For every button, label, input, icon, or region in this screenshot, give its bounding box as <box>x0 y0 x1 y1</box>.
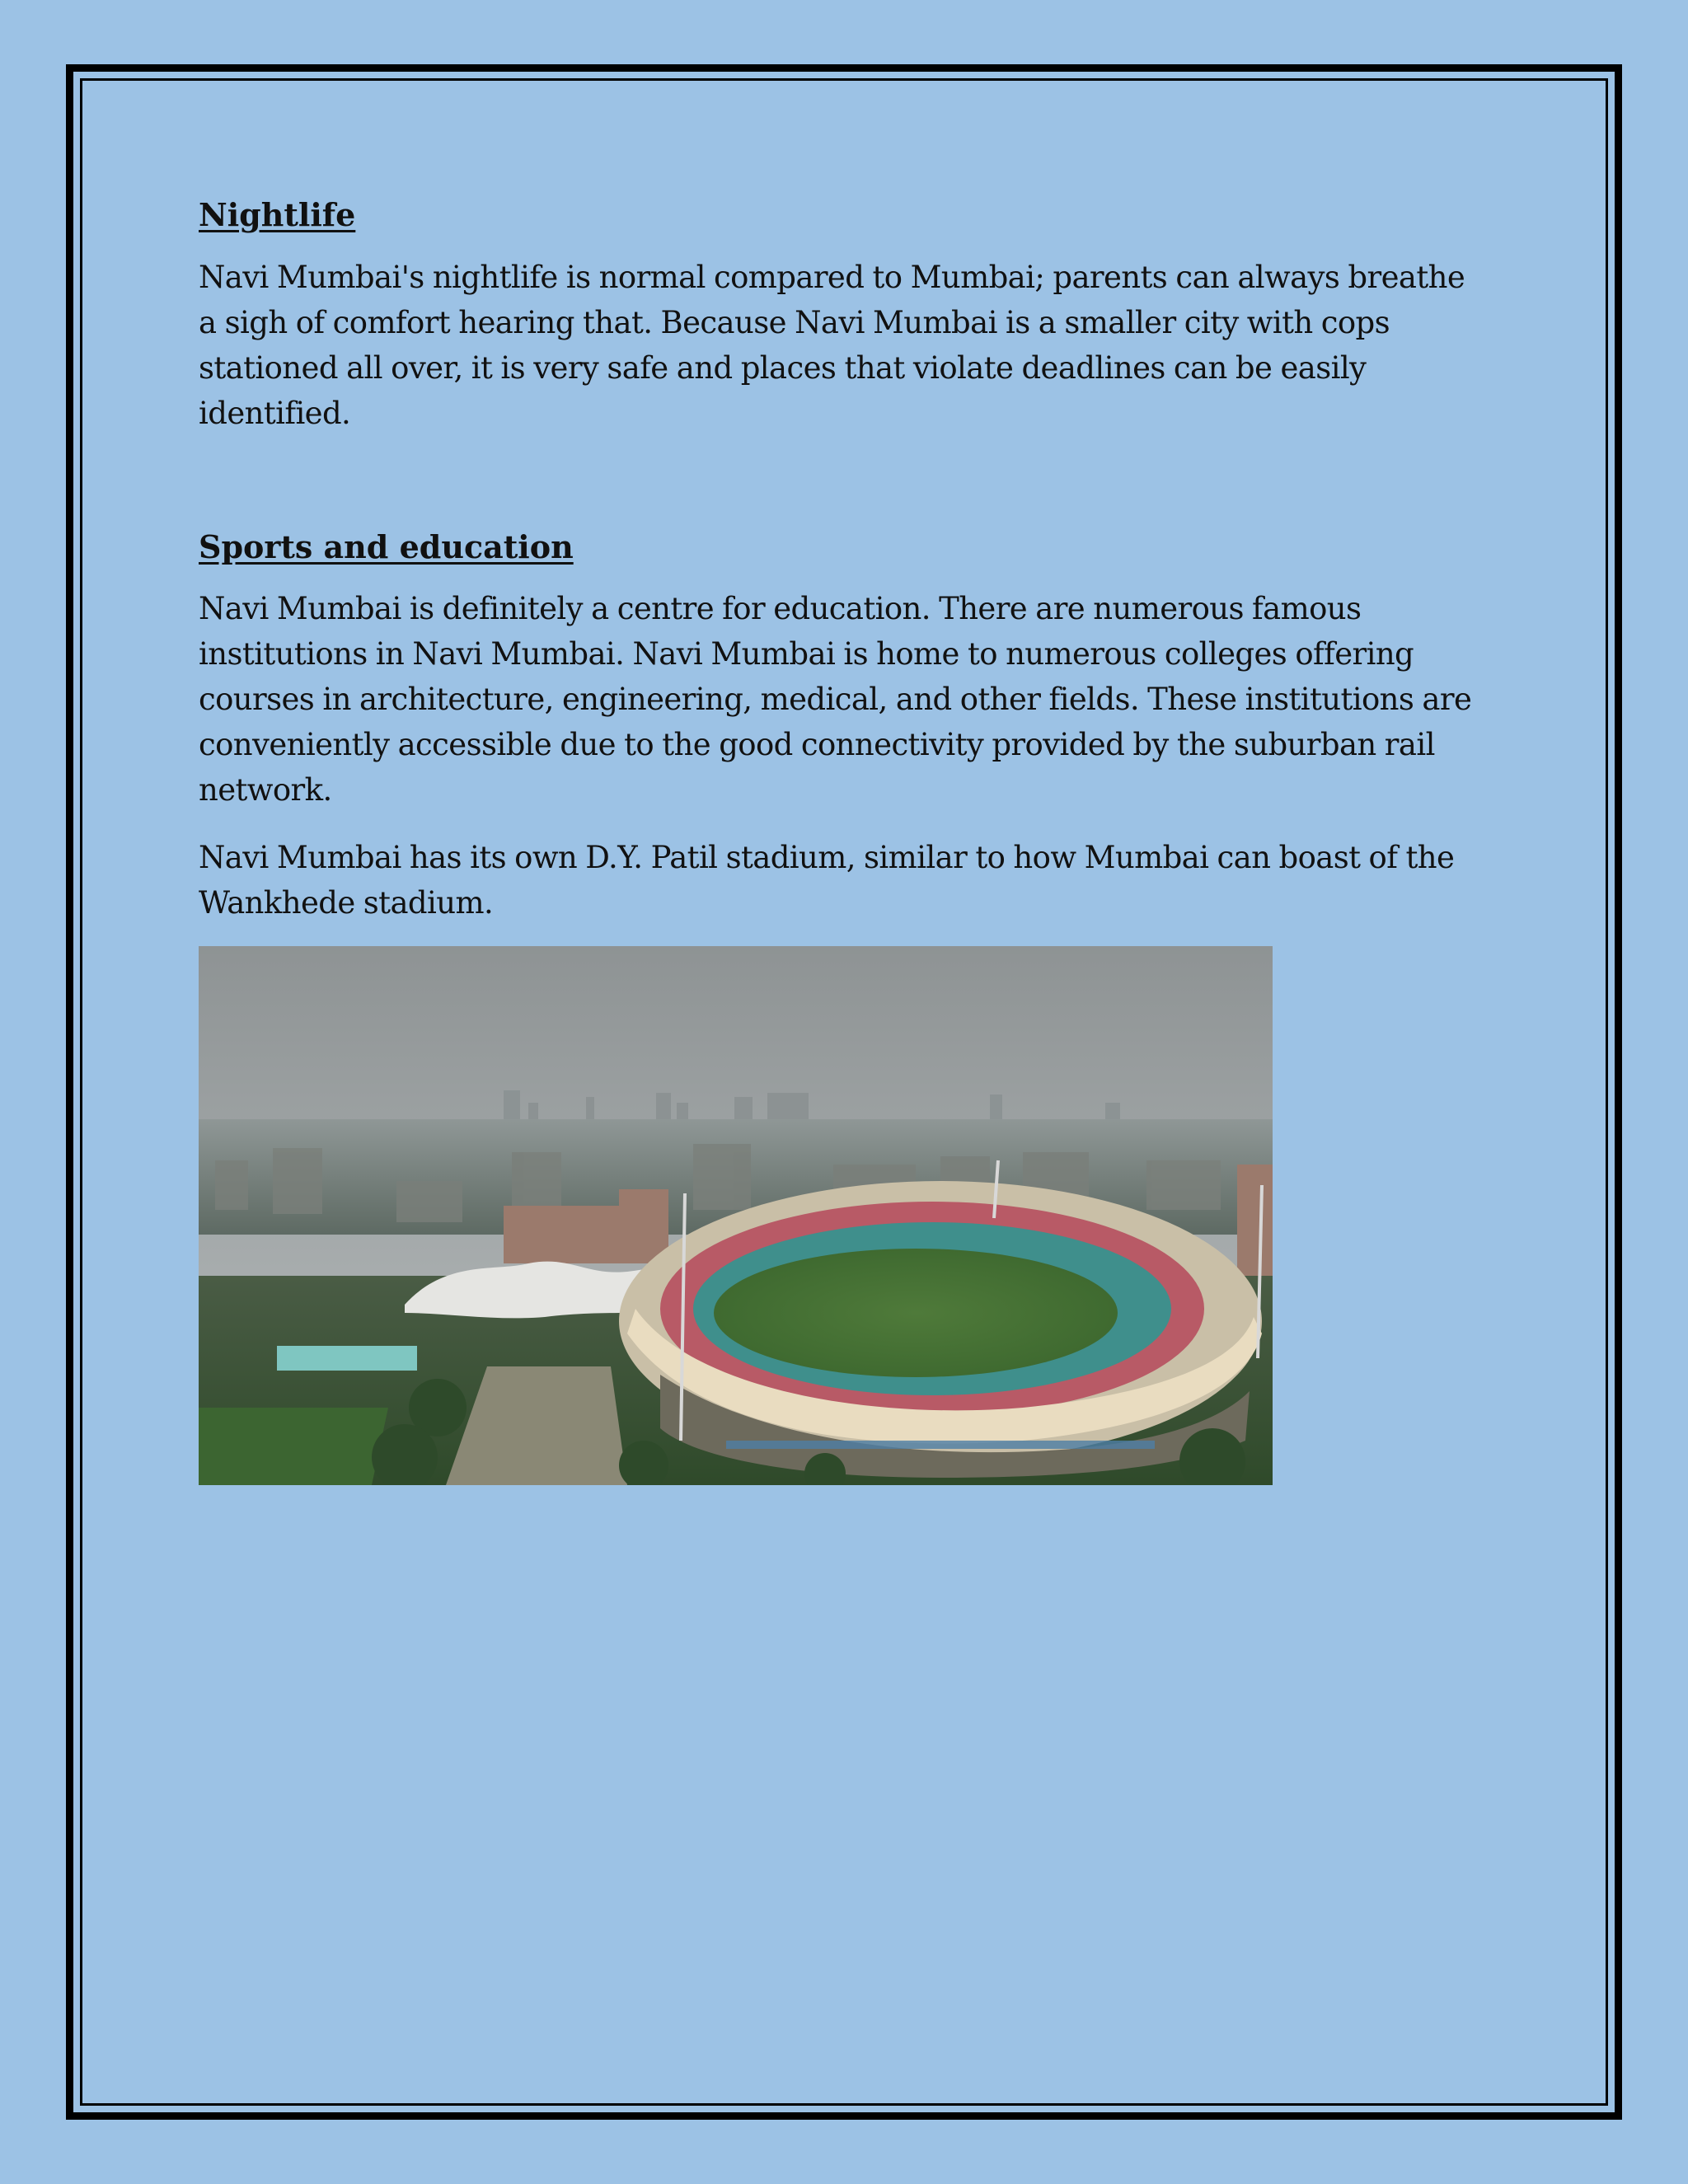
education-paragraph: Navi Mumbai is definitely a centre for education. There are numerous famous institutions in Navi Mumbai. Navi Mumbai is home to numerous colleges offering courses in architecture, engineering, medical, and other fields. These institutions are conveniently accessible due to the good connectivity provided by the suburban rail network. <box>199 591 1472 808</box>
document-content <box>199 196 1489 1485</box>
stadium-photo <box>199 946 1273 1485</box>
nightlife-heading: Nightlife <box>199 196 356 233</box>
stadium-paragraph: Navi Mumbai has its own D.Y. Patil stadium, similar to how Mumbai can boast of the Wankhede stadium. <box>199 840 1455 921</box>
section-spacer <box>199 458 1489 528</box>
nightlife-paragraph: Navi Mumbai's nightlife is normal compared to Mumbai; parents can always breathe a sigh of comfort hearing that. Because Navi Mumbai is a smaller city with cops stationed all over, it is very safe and places that violate deadlines can be easily identified. <box>199 259 1465 431</box>
sports-education-heading: Sports and education <box>199 527 574 565</box>
